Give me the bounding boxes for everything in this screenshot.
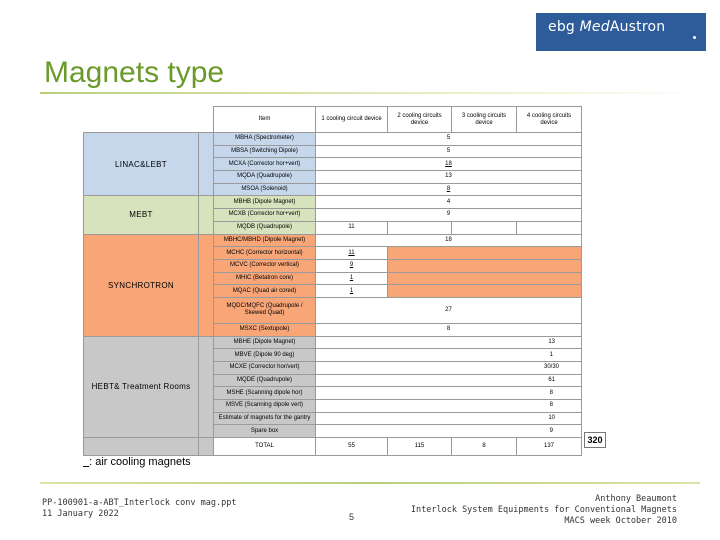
footer-left bbox=[42, 498, 236, 520]
footer-author: Anthony Beaumont bbox=[595, 494, 677, 504]
row-item: MBHB (Dipole Magnet) bbox=[214, 196, 316, 209]
header-1-circuit: 1 cooling circuit device bbox=[316, 107, 388, 133]
legend: : air cooling magnets bbox=[89, 456, 191, 468]
row-item: MSOA (Solenoid) bbox=[214, 183, 316, 196]
footer-file: PP-100901-a-ABT_Interlock conv mag.ppt bbox=[42, 498, 237, 508]
row-item: MCXE (Corrector hor/vert) bbox=[214, 362, 316, 375]
group-synchrotron: SYNCHROTRON bbox=[84, 234, 199, 336]
row-value: 8 bbox=[316, 387, 582, 400]
page-number: 5 bbox=[349, 512, 355, 522]
row-item: MBHC/MBHD (Dipole Magnet) bbox=[214, 234, 316, 247]
row-value: 9 bbox=[316, 425, 582, 438]
total-2-circuits: 115 bbox=[388, 438, 452, 456]
total-1-circuit: 55 bbox=[316, 438, 388, 456]
row-item: MCXA (Corrector hor+vert) bbox=[214, 158, 316, 171]
row-value: 11 bbox=[316, 247, 388, 260]
row-item: MQDC/MQFC (Quadrupole / Skewed Quad) bbox=[214, 297, 316, 323]
row-item: Spare box bbox=[214, 425, 316, 438]
row-value: 4 bbox=[316, 196, 582, 209]
row-value: 18 bbox=[316, 234, 582, 247]
footer-event: MACS week October 2010 bbox=[564, 516, 677, 526]
header-item: Item bbox=[214, 107, 316, 133]
magnets-table bbox=[83, 106, 582, 456]
logo-dot-icon bbox=[693, 36, 696, 39]
row-item: MSVE (Scanning dipole vert) bbox=[214, 400, 316, 413]
grand-total: 320 bbox=[584, 432, 606, 448]
header-2-circuits: 2 cooling circuits device bbox=[388, 107, 452, 133]
row-item: MBHA (Spectrometer) bbox=[214, 133, 316, 146]
row-value: 13 bbox=[316, 336, 582, 349]
row-value: 18 bbox=[316, 158, 582, 171]
footer-talk: Interlock System Equipments for Conventional Magnets bbox=[410, 505, 677, 515]
row-value: 8 bbox=[316, 183, 582, 196]
total-label: TOTAL bbox=[214, 438, 316, 456]
row-item: MHIC (Betatron core) bbox=[214, 272, 316, 285]
footer-right bbox=[411, 494, 677, 527]
row-value: 9 bbox=[316, 209, 582, 222]
row-value: 8 bbox=[316, 400, 582, 413]
row-value: 1 bbox=[316, 285, 388, 298]
row-value: 8 bbox=[316, 323, 582, 336]
row-value: 5 bbox=[316, 133, 582, 146]
total-3-circuits: 8 bbox=[452, 438, 517, 456]
row-value: 1 bbox=[316, 272, 388, 285]
row-value: 1 bbox=[316, 349, 582, 362]
row-value: 10 bbox=[316, 412, 582, 425]
row-item: Estimate of magnets for the gantry bbox=[214, 412, 316, 425]
header-3-circuits: 3 cooling circuits device bbox=[452, 107, 517, 133]
page-title: Magnets type bbox=[44, 56, 225, 89]
group-hebt: HEBT& Treatment Rooms bbox=[84, 336, 199, 438]
row-item: MBVE (Dipole 90 deg) bbox=[214, 349, 316, 362]
row-item: MQDB (Quadrupole) bbox=[214, 221, 316, 234]
row-item: MCHC (Corrector horizontal) bbox=[214, 247, 316, 260]
row-item: MQAC (Quad air cored) bbox=[214, 285, 316, 298]
row-value: 11 bbox=[316, 221, 388, 234]
footer-divider bbox=[40, 482, 700, 484]
logo-text: ebg MedAustron bbox=[548, 19, 666, 35]
title-divider bbox=[40, 92, 710, 94]
row-item: MQDE (Quadrupole) bbox=[214, 374, 316, 387]
footer-date: 11 January 2022 bbox=[42, 509, 119, 519]
row-item: MSXC (Sextupole) bbox=[214, 323, 316, 336]
row-value: 27 bbox=[316, 297, 582, 323]
row-value: 30/30 bbox=[316, 362, 582, 375]
row-item: MBSA (Switching Dipole) bbox=[214, 145, 316, 158]
row-item: MBHE (Dipole Magnet) bbox=[214, 336, 316, 349]
row-item: MQDA (Quadrupole) bbox=[214, 171, 316, 184]
row-item: MCVC (Corrector vertical) bbox=[214, 259, 316, 272]
row-value: 9 bbox=[316, 259, 388, 272]
header-4-circuits: 4 cooling circuits device bbox=[517, 107, 582, 133]
group-mebt: MEBT bbox=[84, 196, 199, 234]
total-4-circuits: 137 bbox=[517, 438, 582, 456]
row-value: 61 bbox=[316, 374, 582, 387]
row-value: 13 bbox=[316, 171, 582, 184]
row-item: MCXB (Corrector hor+vert) bbox=[214, 209, 316, 222]
row-value: 5 bbox=[316, 145, 582, 158]
row-item: MSHE (Scanning dipole hor) bbox=[214, 387, 316, 400]
group-linac-lebt: LINAC&LEBT bbox=[84, 133, 199, 196]
